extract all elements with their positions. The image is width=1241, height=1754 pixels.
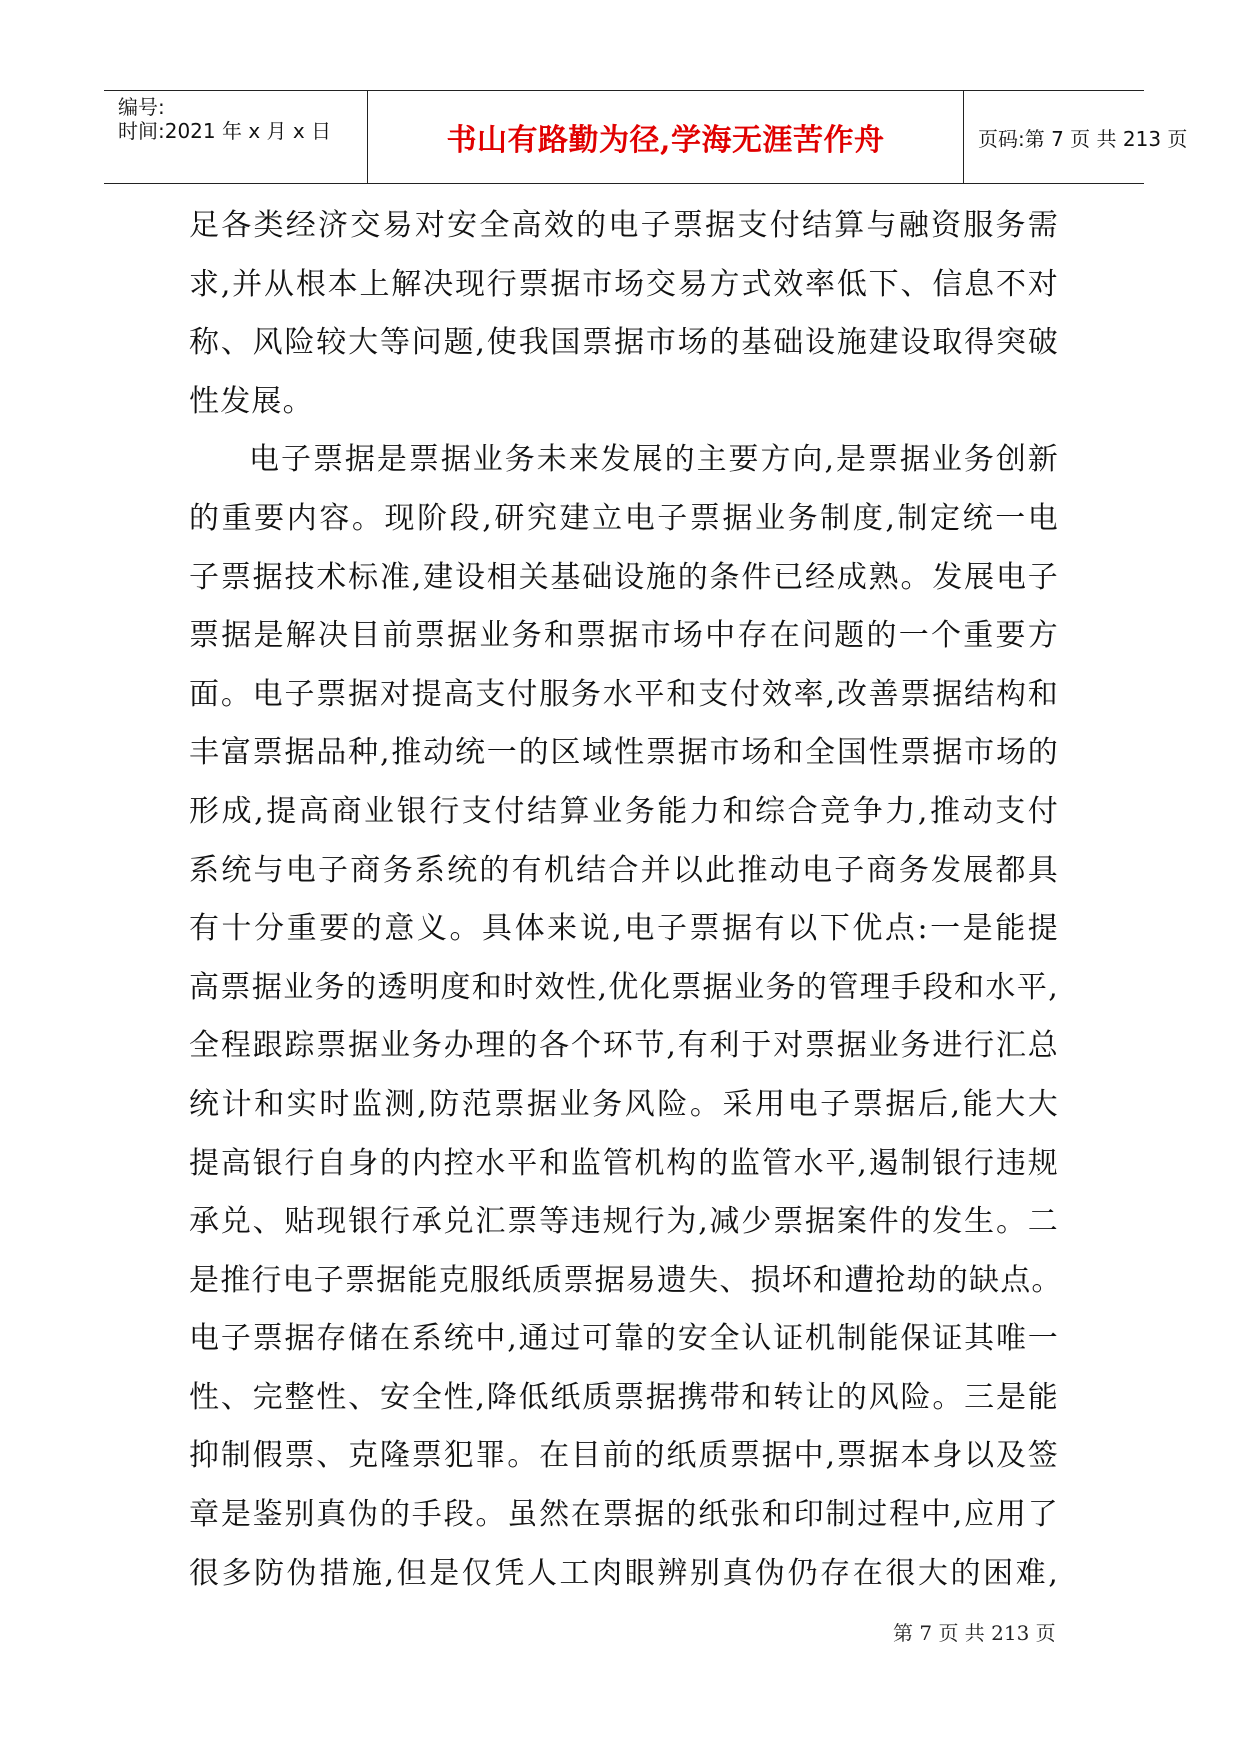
header-motto: 书山有路勤为径,学海无涯苦作舟 (368, 91, 964, 183)
page-header (104, 90, 1188, 184)
body-text-line: 性发展。 (189, 383, 314, 419)
document-time-label: 时间:2021 年 x 月 x 日 (118, 119, 332, 143)
body-text-line: 有十分重要的意义。具体来说,电子票据有以下优点:一是能提 (189, 911, 1059, 947)
body-text-line: 电子票据是票据业务未来发展的主要方向,是票据业务创新 (249, 442, 1059, 478)
header-meta (104, 91, 368, 183)
body-text-line: 电子票据存储在系统中,通过可靠的安全认证机制能保证其唯一 (189, 1321, 1059, 1357)
body-text-line: 章是鉴别真伪的手段。虽然在票据的纸张和印制过程中,应用了 (189, 1497, 1059, 1533)
document-code-label: 编号: (118, 95, 165, 119)
body-text-line: 全程跟踪票据业务办理的各个环节,有利于对票据业务进行汇总 (189, 1028, 1059, 1064)
body-text-line: 承兑、贴现银行承兑汇票等违规行为,减少票据案件的发生。二 (189, 1204, 1059, 1240)
body-text-line: 是推行电子票据能克服纸质票据易遗失、损坏和遭抢劫的缺点。 (189, 1262, 1063, 1298)
body-text-line: 性、完整性、安全性,降低纸质票据携带和转让的风险。三是能 (189, 1379, 1059, 1415)
body-text-line: 票据是解决目前票据业务和票据市场中存在问题的一个重要方 (189, 618, 1059, 654)
body-text-line: 抑制假票、克隆票犯罪。在目前的纸质票据中,票据本身以及签 (189, 1438, 1059, 1474)
header-page-number: 页码:第 7 页 共 213 页 (978, 126, 1188, 151)
body-text-line: 很多防伪措施,但是仅凭人工肉眼辨别真伪仍存在很大的困难, (189, 1555, 1059, 1591)
body-text-line: 高票据业务的透明度和时效性,优化票据业务的管理手段和水平, (189, 969, 1059, 1005)
body-text-line: 提高银行自身的内控水平和监管机构的监管水平,遏制银行违规 (189, 1145, 1059, 1181)
body-text-line: 子票据技术标准,建设相关基础设施的条件已经成熟。发展电子 (189, 559, 1059, 595)
body-text-line: 系统与电子商务系统的有机结合并以此推动电子商务发展都具 (189, 852, 1059, 888)
body-text-line: 足各类经济交易对安全高效的电子票据支付结算与融资服务需 (189, 208, 1059, 243)
body-text-line: 的重要内容。现阶段,研究建立电子票据业务制度,制定统一电 (189, 500, 1059, 536)
body-text-line: 丰富票据品种,推动统一的区域性票据市场和全国性票据市场的 (189, 735, 1059, 771)
page-footer: 第 7 页 共 213 页 (893, 1621, 1056, 1645)
document-body (189, 197, 1063, 1603)
body-text-line: 求,并从根本上解决现行票据市场交易方式效率低下、信息不对 (189, 266, 1059, 302)
body-text-line: 统计和实时监测,防范票据业务风险。采用电子票据后,能大大 (189, 1086, 1059, 1122)
body-text-line: 面。电子票据对提高支付服务水平和支付效率,改善票据结构和 (189, 676, 1059, 712)
body-text-line: 形成,提高商业银行支付结算业务能力和综合竞争力,推动支付 (189, 793, 1059, 829)
body-text-line: 称、风险较大等问题,使我国票据市场的基础设施建设取得突破 (189, 325, 1059, 361)
